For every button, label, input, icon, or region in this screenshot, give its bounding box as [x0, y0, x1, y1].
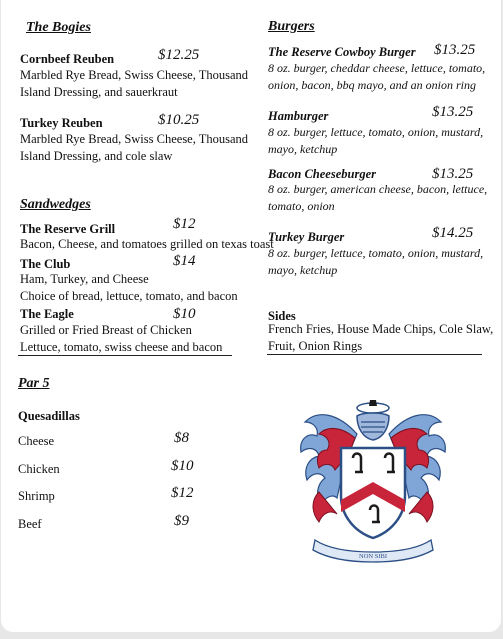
item-desc-hamburger: 8 oz. burger, lettuce, tomato, onion, mustard, mayo, ketchup: [268, 125, 484, 156]
item-name-the-eagle: The Eagle: [20, 307, 74, 321]
item-name-turkey-reuben: Turkey Reuben: [20, 116, 103, 130]
quesadilla-chicken-name: Chicken: [18, 462, 60, 476]
section-title-sandwedges: Sandwedges: [20, 197, 91, 212]
coat-of-arms-crest-icon: [297, 392, 449, 564]
crest-shield: [341, 448, 405, 538]
sides-desc: French Fries, House Made Chips, Cole Slaw, Fruit, Onion Rings: [268, 322, 494, 353]
item-desc-cornbeef-reuben: Marbled Rye Bread, Swiss Cheese, Thousand Island Dressing, and sauerkraut: [20, 68, 249, 99]
item-price-turkey-burger: $14.25: [432, 225, 474, 241]
divider-right: [267, 354, 482, 355]
item-desc-cowboy-burger: 8 oz. burger, cheddar cheese, lettuce, tomato, onion, bacon, bbq mayo, and an onion ring: [268, 61, 486, 92]
item-name-cowboy-burger: The Reserve Cowboy Burger: [268, 45, 416, 59]
item-name-reserve-grill: The Reserve Grill: [20, 222, 116, 236]
crest-motto-banner: [313, 540, 433, 562]
quesadilla-shrimp-name: Shrimp: [18, 489, 55, 503]
item-price-cowboy-burger: $13.25: [434, 42, 476, 58]
section-title-burgers: Burgers: [268, 19, 315, 34]
item-desc-the-club: Ham, Turkey, and Cheese Choice of bread, lettuce, tomato, and bacon: [20, 272, 238, 303]
item-name-the-club: The Club: [20, 257, 71, 271]
item-price-turkey-reuben: $10.25: [158, 112, 200, 128]
item-desc-the-eagle: Grilled or Fried Breast of Chicken Lettuce, tomato, swiss cheese and bacon: [20, 323, 223, 354]
quesadilla-beef-price: $9: [174, 513, 189, 529]
quesadilla-cheese-price: $8: [174, 430, 189, 446]
menu-page: [1, 0, 501, 632]
quesadilla-cheese-name: Cheese: [18, 434, 55, 448]
item-price-hamburger: $13.25: [432, 104, 474, 120]
item-price-cornbeef-reuben: $12.25: [158, 47, 200, 63]
item-desc-reserve-grill: Bacon, Cheese, and tomatoes grilled on texas toast: [20, 237, 274, 251]
item-desc-turkey-reuben: Marbled Rye Bread, Swiss Cheese, Thousand Island Dressing, and cole slaw: [20, 132, 249, 163]
quesadilla-beef-name: Beef: [18, 517, 42, 531]
item-price-bacon-cheeseburger: $13.25: [432, 166, 474, 182]
item-price-the-eagle: $10: [173, 306, 196, 322]
quesadilla-shrimp-price: $12: [171, 485, 194, 501]
item-price-the-club: $14: [173, 253, 196, 269]
item-price-reserve-grill: $12: [173, 216, 196, 232]
crest-helmet: [357, 400, 389, 440]
item-name-turkey-burger: Turkey Burger: [268, 230, 345, 244]
section-title-par5: Par 5: [18, 376, 50, 391]
crest-motto: NON SIBI: [359, 553, 387, 560]
item-name-cornbeef-reuben: Cornbeef Reuben: [20, 52, 115, 66]
quesadillas-title: Quesadillas: [18, 409, 80, 423]
quesadilla-chicken-price: $10: [171, 458, 194, 474]
section-title-bogies: The Bogies: [26, 20, 91, 35]
divider-left: [18, 355, 232, 356]
item-desc-turkey-burger: 8 oz. burger, lettuce, tomato, onion, mustard, mayo, ketchup: [268, 246, 484, 277]
item-name-hamburger: Hamburger: [268, 109, 329, 123]
section-title-sides: Sides: [268, 309, 296, 323]
item-name-bacon-cheeseburger: Bacon Cheeseburger: [268, 167, 376, 181]
item-desc-bacon-cheeseburger: 8 oz. burger, american cheese, bacon, lettuce, tomato, onion: [268, 182, 488, 213]
